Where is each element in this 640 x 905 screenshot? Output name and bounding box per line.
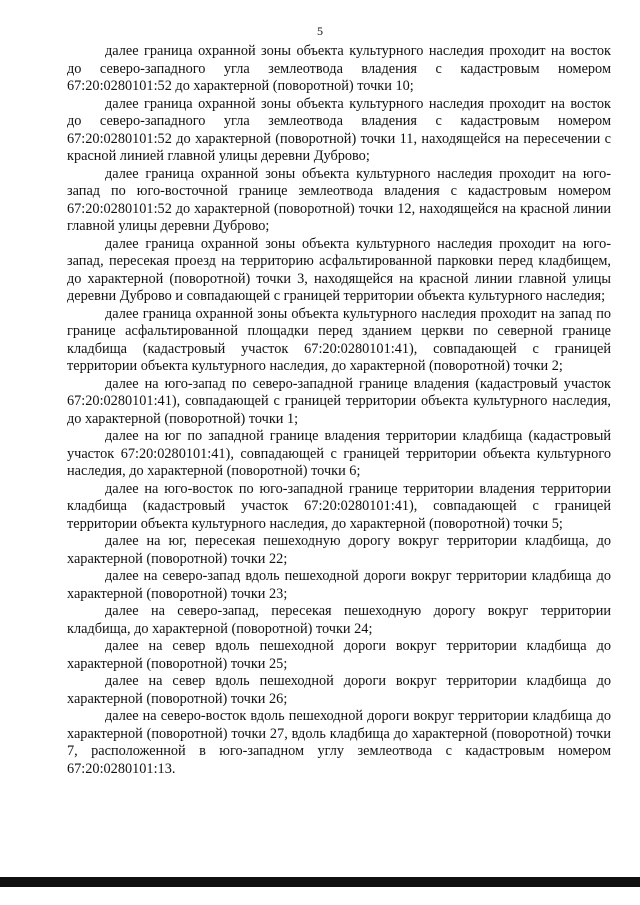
paragraph-10: далее на северо-запад вдоль пешеходной дороги вокруг территории кладбища до характерной (поворотной) точки 23; <box>67 568 611 602</box>
paragraph-12: далее на север вдоль пешеходной дороги вокруг территории кладбища до характерной (поворотной) точки 25; <box>67 638 611 672</box>
paragraph-8: далее на юго-восток по юго-западной границе территории владения территории кладбища (кадастровый участок 67:20:0280101:41), совпадающей с границей территории объекта культурного наследия, до характерной (поворотной) точки 5; <box>67 480 611 532</box>
document-body <box>67 43 611 778</box>
page-number: 5 <box>317 24 323 38</box>
bottom-border-bar <box>0 877 640 887</box>
paragraph-14: далее на северо-восток вдоль пешеходной дороги вокруг территории кладбища до характерной (поворотной) точки 27, вдоль кладбища до характерной (поворотной) точки 7, расположенной в юго-западном углу землеотвода с кадастровым номером 67:20:0280101:13. <box>67 708 611 777</box>
paragraph-13: далее на север вдоль пешеходной дороги вокруг территории кладбища до характерной (поворотной) точки 26; <box>67 673 611 707</box>
paragraph-6: далее на юго-запад по северо-западной границе владения (кадастровый участок 67:20:0280101:41), совпадающей с границей территории объекта культурного наследия, до характерной (поворотной) точки 1; <box>67 375 611 427</box>
paragraph-2: далее граница охранной зоны объекта культурного наследия проходит на восток до северо-западного угла землеотвода владения с кадастровым номером 67:20:0280101:52 до характерной (поворотной) точки 11, находящейся на пересечении с красной линией главной улицы деревни Дуброво; <box>67 95 611 164</box>
paragraph-9: далее на юг, пересекая пешеходную дорогу вокруг территории кладбища, до характерной (поворотной) точки 22; <box>67 533 611 567</box>
paragraph-1: далее граница охранной зоны объекта культурного наследия проходит на восток до северо-западного угла землеотвода владения с кадастровым номером 67:20:0280101:52 до характерной (поворотной) точки 10; <box>67 43 611 94</box>
paragraph-7: далее на юг по западной границе владения территории кладбища (кадастровый участок 67:20:0280101:41), совпадающей с границей территории объекта культурного наследия, до характерной (поворотной) точки 6; <box>67 428 611 479</box>
paragraph-5: далее граница охранной зоны объекта культурного наследия проходит на запад по границе асфальтированной площадки перед зданием церкви по северной границе кладбища (кадастровый участок 67:20:0280101:41), совпадающей с границей территории объекта культурного наследия, до характерной (поворотной) точки 2; <box>67 305 611 374</box>
paragraph-4: далее граница охранной зоны объекта культурного наследия проходит на юго-запад, пересекая проезд на территорию асфальтированной парковки перед кладбищем, до характерной (поворотной) точки 3, находящейся на красной линии главной улицы деревни Дуброво и совпадающей с границей территории объекта культурного наследия; <box>67 235 611 304</box>
paragraph-11: далее на северо-запад, пересекая пешеходную дорогу вокруг территории кладбища, до характерной (поворотной) точки 24; <box>67 603 611 637</box>
paragraph-3: далее граница охранной зоны объекта культурного наследия проходит на юго-запад по юго-восточной границе землеотвода владения с кадастровым номером 67:20:0280101:52 до характерной (поворотной) точки 12, находящейся на красной линии главной улицы деревни Дуброво; <box>67 165 611 234</box>
